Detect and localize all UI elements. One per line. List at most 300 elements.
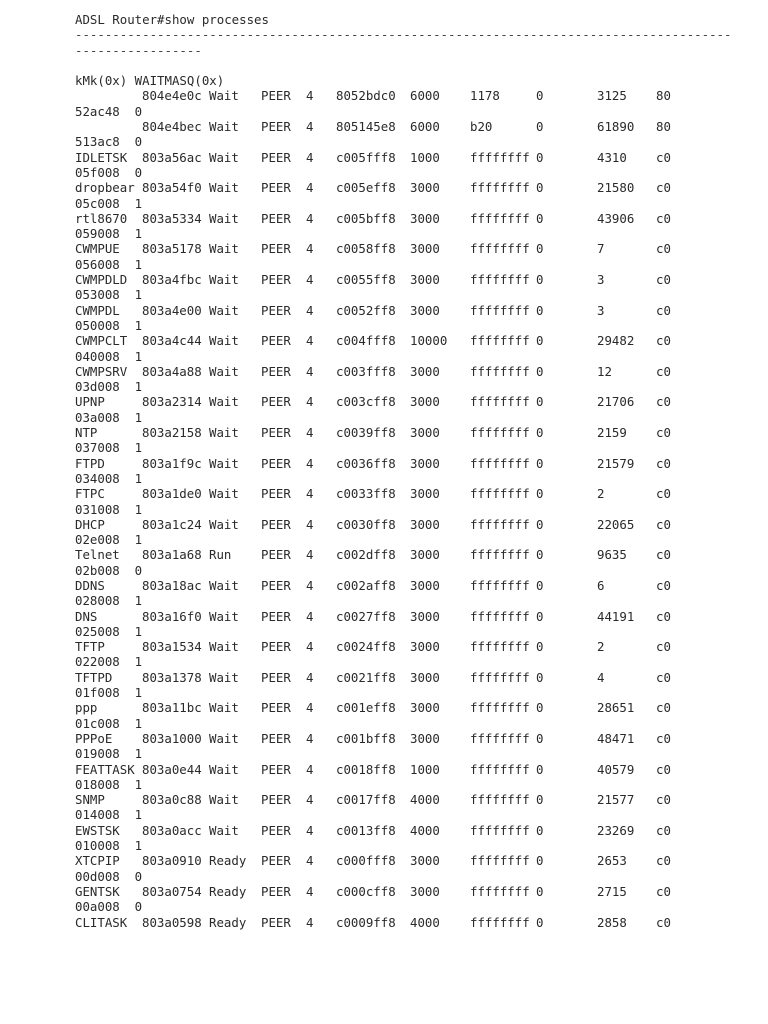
process-msqcnt: 0 [536,608,544,624]
table-row [75,547,765,562]
process-pri: 4 [306,700,314,716]
process-schcnt: 3 [597,272,605,288]
table-row-wrap: 025008 1 [75,623,143,639]
process-schcnt: 3 [597,302,605,318]
process-pri: 4 [306,516,314,532]
process-msqcnt: 0 [536,761,544,777]
process-schcnt: 9635 [597,547,627,563]
process-siz: 3000 [410,272,440,288]
process-state: Wait [209,302,239,318]
process-type: PEER [261,669,291,685]
table-row [75,150,765,165]
process-stack: 805145e8 [336,119,396,135]
process-type: PEER [261,241,291,257]
process-siz: 10000 [410,333,448,349]
process-tcb: 803a0acc [142,822,202,838]
process-name: DHCP [75,516,105,532]
process-used: b20 [470,119,493,135]
process-schcnt: 28651 [597,700,635,716]
process-siz: 3000 [410,639,440,655]
table-row-wrap: 01c008 1 [75,715,143,731]
table-row [75,792,765,807]
process-tcb: 803a1c24 [142,516,202,532]
process-schcnt: 43906 [597,210,635,226]
process-used: ffffffff [470,547,530,563]
process-siz: 4000 [410,914,440,930]
process-name: EWSTSK [75,822,120,838]
process-pri: 4 [306,730,314,746]
process-siz: 3000 [410,730,440,746]
process-tcb: 803a1534 [142,639,202,655]
table-row-wrap: 018008 1 [75,776,143,792]
process-stack: c0055ff8 [336,272,396,288]
command-prompt: ADSL Router#show processes [75,12,269,27]
process-pri: 4 [306,119,314,135]
process-stack: c0030ff8 [336,516,396,532]
process-type: PEER [261,486,291,502]
table-row-wrap: 040008 1 [75,348,143,364]
process-state: Wait [209,792,239,808]
table-row [75,486,765,501]
process-pri: 4 [306,149,314,165]
process-state: Wait [209,119,239,135]
process-pri: 4 [306,883,314,899]
process-pri: 4 [306,639,314,655]
table-row [75,517,765,532]
process-state: Wait [209,455,239,471]
process-st: c0 [656,639,671,655]
process-type: PEER [261,394,291,410]
table-row [75,456,765,471]
table-row-wrap: 02e008 1 [75,532,143,548]
process-msqcnt: 0 [536,425,544,441]
table-row-wrap: 02b008 0 [75,562,143,578]
process-tcb: 803a0e44 [142,761,202,777]
process-used: ffffffff [470,302,530,318]
process-msqcnt: 0 [536,516,544,532]
process-msqcnt: 0 [536,792,544,808]
process-name: XTCPIP [75,853,120,869]
process-stack: c004fff8 [336,333,396,349]
process-state: Wait [209,425,239,441]
process-schcnt: 44191 [597,608,635,624]
process-msqcnt: 0 [536,639,544,655]
process-used: ffffffff [470,853,530,869]
process-pri: 4 [306,914,314,930]
process-state: Wait [209,700,239,716]
table-row-wrap: 03a008 1 [75,409,143,425]
process-type: PEER [261,914,291,930]
process-stack: 8052bdc0 [336,88,396,104]
process-used: ffffffff [470,333,530,349]
process-list [75,88,765,929]
process-st: c0 [656,333,671,349]
process-siz: 3000 [410,577,440,593]
process-pri: 4 [306,669,314,685]
process-used: ffffffff [470,149,530,165]
process-tcb: 803a1378 [142,669,202,685]
process-name: DDNS [75,577,105,593]
process-siz: 3000 [410,241,440,257]
process-name: rtl8670 [75,210,128,226]
process-state: Wait [209,333,239,349]
process-state: Wait [209,669,239,685]
process-msqcnt: 0 [536,486,544,502]
process-st: c0 [656,730,671,746]
table-row-wrap: 050008 1 [75,317,143,333]
process-st: c0 [656,272,671,288]
table-row-wrap: 03d008 1 [75,379,143,395]
process-pri: 4 [306,272,314,288]
process-stack: c000fff8 [336,853,396,869]
process-type: PEER [261,883,291,899]
process-pri: 4 [306,853,314,869]
table-row [75,762,765,777]
process-schcnt: 23269 [597,822,635,838]
process-msqcnt: 0 [536,914,544,930]
process-state: Wait [209,88,239,104]
process-tcb: 803a4c44 [142,333,202,349]
process-state: Wait [209,272,239,288]
process-siz: 4000 [410,792,440,808]
process-st: c0 [656,363,671,379]
table-row [75,823,765,838]
process-st: c0 [656,241,671,257]
process-stack: c0058ff8 [336,241,396,257]
table-row-wrap: 014008 1 [75,807,143,823]
process-type: PEER [261,210,291,226]
process-stack: c003fff8 [336,363,396,379]
process-stack: c000cff8 [336,883,396,899]
process-siz: 3000 [410,180,440,196]
table-row-wrap: 05f008 0 [75,164,143,180]
table-row [75,853,765,868]
process-siz: 3000 [410,302,440,318]
process-msqcnt: 0 [536,149,544,165]
process-siz: 3000 [410,394,440,410]
process-pri: 4 [306,394,314,410]
table-row [75,578,765,593]
process-name: PPPoE [75,730,113,746]
process-stack: c0017ff8 [336,792,396,808]
process-used: ffffffff [470,425,530,441]
process-name: CWMPDLD [75,272,128,288]
process-name: SNMP [75,792,105,808]
process-msqcnt: 0 [536,853,544,869]
process-name: FEATTASK [75,761,135,777]
process-type: PEER [261,608,291,624]
process-st: c0 [656,149,671,165]
table-row-wrap: 01f008 1 [75,685,143,701]
process-st: 80 [656,88,671,104]
process-st: c0 [656,792,671,808]
process-used: ffffffff [470,210,530,226]
process-tcb: 803a4fbc [142,272,202,288]
separator-line-continued: ----------------- [75,42,202,58]
process-name: CWMPDL [75,302,120,318]
process-tcb: 803a5178 [142,241,202,257]
process-stack: c0021ff8 [336,669,396,685]
process-stack: c003cff8 [336,394,396,410]
process-type: PEER [261,853,291,869]
process-siz: 3000 [410,425,440,441]
process-state: Ready [209,883,247,899]
process-state: Ready [209,914,247,930]
process-tcb: 803a0598 [142,914,202,930]
process-state: Run [209,547,232,563]
process-siz: 3000 [410,363,440,379]
process-type: PEER [261,639,291,655]
process-tcb: 803a4a88 [142,363,202,379]
process-type: PEER [261,516,291,532]
process-name: dropbear [75,180,135,196]
process-schcnt: 2653 [597,853,627,869]
process-state: Wait [209,730,239,746]
process-stack: c0013ff8 [336,822,396,838]
table-row [75,88,765,103]
process-type: PEER [261,363,291,379]
process-type: PEER [261,730,291,746]
process-used: ffffffff [470,516,530,532]
process-stack: c0009ff8 [336,914,396,930]
process-used: ffffffff [470,669,530,685]
process-type: PEER [261,425,291,441]
process-stack: c0039ff8 [336,425,396,441]
table-row [75,731,765,746]
process-pri: 4 [306,333,314,349]
process-tcb: 803a16f0 [142,608,202,624]
process-msqcnt: 0 [536,302,544,318]
process-name: GENTSK [75,883,120,899]
process-schcnt: 2858 [597,914,627,930]
process-tcb: 803a54f0 [142,180,202,196]
process-siz: 3000 [410,210,440,226]
table-row [75,119,765,134]
process-state: Wait [209,761,239,777]
process-msqcnt: 0 [536,730,544,746]
process-pri: 4 [306,363,314,379]
process-st: c0 [656,608,671,624]
process-schcnt: 7 [597,241,605,257]
process-msqcnt: 0 [536,700,544,716]
process-schcnt: 21580 [597,180,635,196]
process-tcb: 803a2314 [142,394,202,410]
process-siz: 6000 [410,88,440,104]
process-pri: 4 [306,180,314,196]
process-used: ffffffff [470,730,530,746]
process-st: c0 [656,700,671,716]
process-tcb: 803a1000 [142,730,202,746]
table-row-wrap: 037008 1 [75,440,143,456]
process-st: c0 [656,516,671,532]
process-name: ppp [75,700,98,716]
process-schcnt: 21577 [597,792,635,808]
process-stack: c005fff8 [336,149,396,165]
process-st: c0 [656,180,671,196]
process-stack: c002dff8 [336,547,396,563]
process-tcb: 803a1de0 [142,486,202,502]
process-used: ffffffff [470,486,530,502]
table-row [75,639,765,654]
process-msqcnt: 0 [536,883,544,899]
table-row-wrap: 00a008 0 [75,899,143,915]
process-name: CWMPSRV [75,363,128,379]
table-row [75,884,765,899]
process-tcb: 803a0c88 [142,792,202,808]
process-tcb: 803a1f9c [142,455,202,471]
table-row-wrap: 034008 1 [75,470,143,486]
process-type: PEER [261,302,291,318]
process-schcnt: 61890 [597,119,635,135]
process-tcb: 804e4bec [142,119,202,135]
table-row [75,700,765,715]
process-schcnt: 2715 [597,883,627,899]
process-msqcnt: 0 [536,363,544,379]
process-type: PEER [261,455,291,471]
process-name: Telnet [75,547,120,563]
process-used: ffffffff [470,792,530,808]
process-pri: 4 [306,241,314,257]
process-name: TFTP [75,639,105,655]
process-name: TFTPD [75,669,113,685]
table-row-wrap: 053008 1 [75,287,143,303]
process-schcnt: 3125 [597,88,627,104]
process-stack: c001eff8 [336,700,396,716]
process-schcnt: 29482 [597,333,635,349]
process-st: c0 [656,577,671,593]
process-st: c0 [656,669,671,685]
process-pri: 4 [306,822,314,838]
process-state: Ready [209,853,247,869]
process-used: ffffffff [470,639,530,655]
table-row-wrap: 028008 1 [75,593,143,609]
process-stack: c0027ff8 [336,608,396,624]
process-name: CWMPCLT [75,333,128,349]
process-stack: c002aff8 [336,577,396,593]
process-type: PEER [261,333,291,349]
process-siz: 3000 [410,883,440,899]
process-name: NTP [75,425,98,441]
table-row-wrap: 022008 1 [75,654,143,670]
process-type: PEER [261,272,291,288]
table-row [75,670,765,685]
process-siz: 3000 [410,516,440,532]
process-msqcnt: 0 [536,455,544,471]
process-used: ffffffff [470,180,530,196]
table-row-wrap: 056008 1 [75,256,143,272]
process-name: FTPC [75,486,105,502]
process-state: Wait [209,149,239,165]
process-tcb: 803a4e00 [142,302,202,318]
process-pri: 4 [306,547,314,563]
table-row [75,241,765,256]
process-name: FTPD [75,455,105,471]
table-row [75,394,765,409]
process-msqcnt: 0 [536,822,544,838]
process-used: ffffffff [470,241,530,257]
process-msqcnt: 0 [536,272,544,288]
table-row-wrap: 059008 1 [75,226,143,242]
process-tcb: 803a56ac [142,149,202,165]
table-row-wrap: 00d008 0 [75,868,143,884]
process-msqcnt: 0 [536,333,544,349]
process-siz: 3000 [410,547,440,563]
process-tcb: 803a0910 [142,853,202,869]
process-pri: 4 [306,88,314,104]
process-msqcnt: 0 [536,210,544,226]
process-pri: 4 [306,302,314,318]
process-siz: 3000 [410,608,440,624]
process-msqcnt: 0 [536,88,544,104]
process-state: Wait [209,180,239,196]
process-stack: c005eff8 [336,180,396,196]
process-state: Wait [209,608,239,624]
process-msqcnt: 0 [536,669,544,685]
table-row-wrap: 05c008 1 [75,195,143,211]
process-type: PEER [261,577,291,593]
table-header-wrap: kMk(0x) WAITMASQ(0x) [75,73,225,89]
process-state: Wait [209,516,239,532]
process-siz: 3000 [410,486,440,502]
process-tcb: 803a2158 [142,425,202,441]
process-state: Wait [209,639,239,655]
process-tcb: 803a5334 [142,210,202,226]
process-siz: 4000 [410,822,440,838]
process-st: c0 [656,486,671,502]
process-st: c0 [656,883,671,899]
process-pri: 4 [306,486,314,502]
process-stack: c005bff8 [336,210,396,226]
process-stack: c0036ff8 [336,455,396,471]
process-used: ffffffff [470,883,530,899]
process-msqcnt: 0 [536,577,544,593]
process-used: ffffffff [470,761,530,777]
process-schcnt: 4310 [597,149,627,165]
table-row [75,425,765,440]
process-stack: c0052ff8 [336,302,396,318]
table-row-wrap: 010008 1 [75,838,143,854]
process-schcnt: 4 [597,669,605,685]
process-msqcnt: 0 [536,119,544,135]
process-schcnt: 40579 [597,761,635,777]
process-state: Wait [209,241,239,257]
table-row-wrap: 019008 1 [75,746,143,762]
process-type: PEER [261,822,291,838]
process-used: ffffffff [470,363,530,379]
process-msqcnt: 0 [536,394,544,410]
process-pri: 4 [306,577,314,593]
process-pri: 4 [306,761,314,777]
process-st: c0 [656,853,671,869]
process-siz: 1000 [410,149,440,165]
process-st: c0 [656,761,671,777]
process-st: c0 [656,547,671,563]
process-name: CLITASK [75,914,128,930]
process-siz: 3000 [410,853,440,869]
table-row-wrap: 031008 1 [75,501,143,517]
process-used: ffffffff [470,272,530,288]
process-siz: 3000 [410,700,440,716]
process-used: ffffffff [470,914,530,930]
process-used: ffffffff [470,394,530,410]
process-msqcnt: 0 [536,180,544,196]
process-state: Wait [209,210,239,226]
table-row-wrap: 52ac48 0 [75,103,143,119]
process-name: IDLETSK [75,149,128,165]
table-row [75,609,765,624]
process-state: Wait [209,577,239,593]
process-pri: 4 [306,608,314,624]
